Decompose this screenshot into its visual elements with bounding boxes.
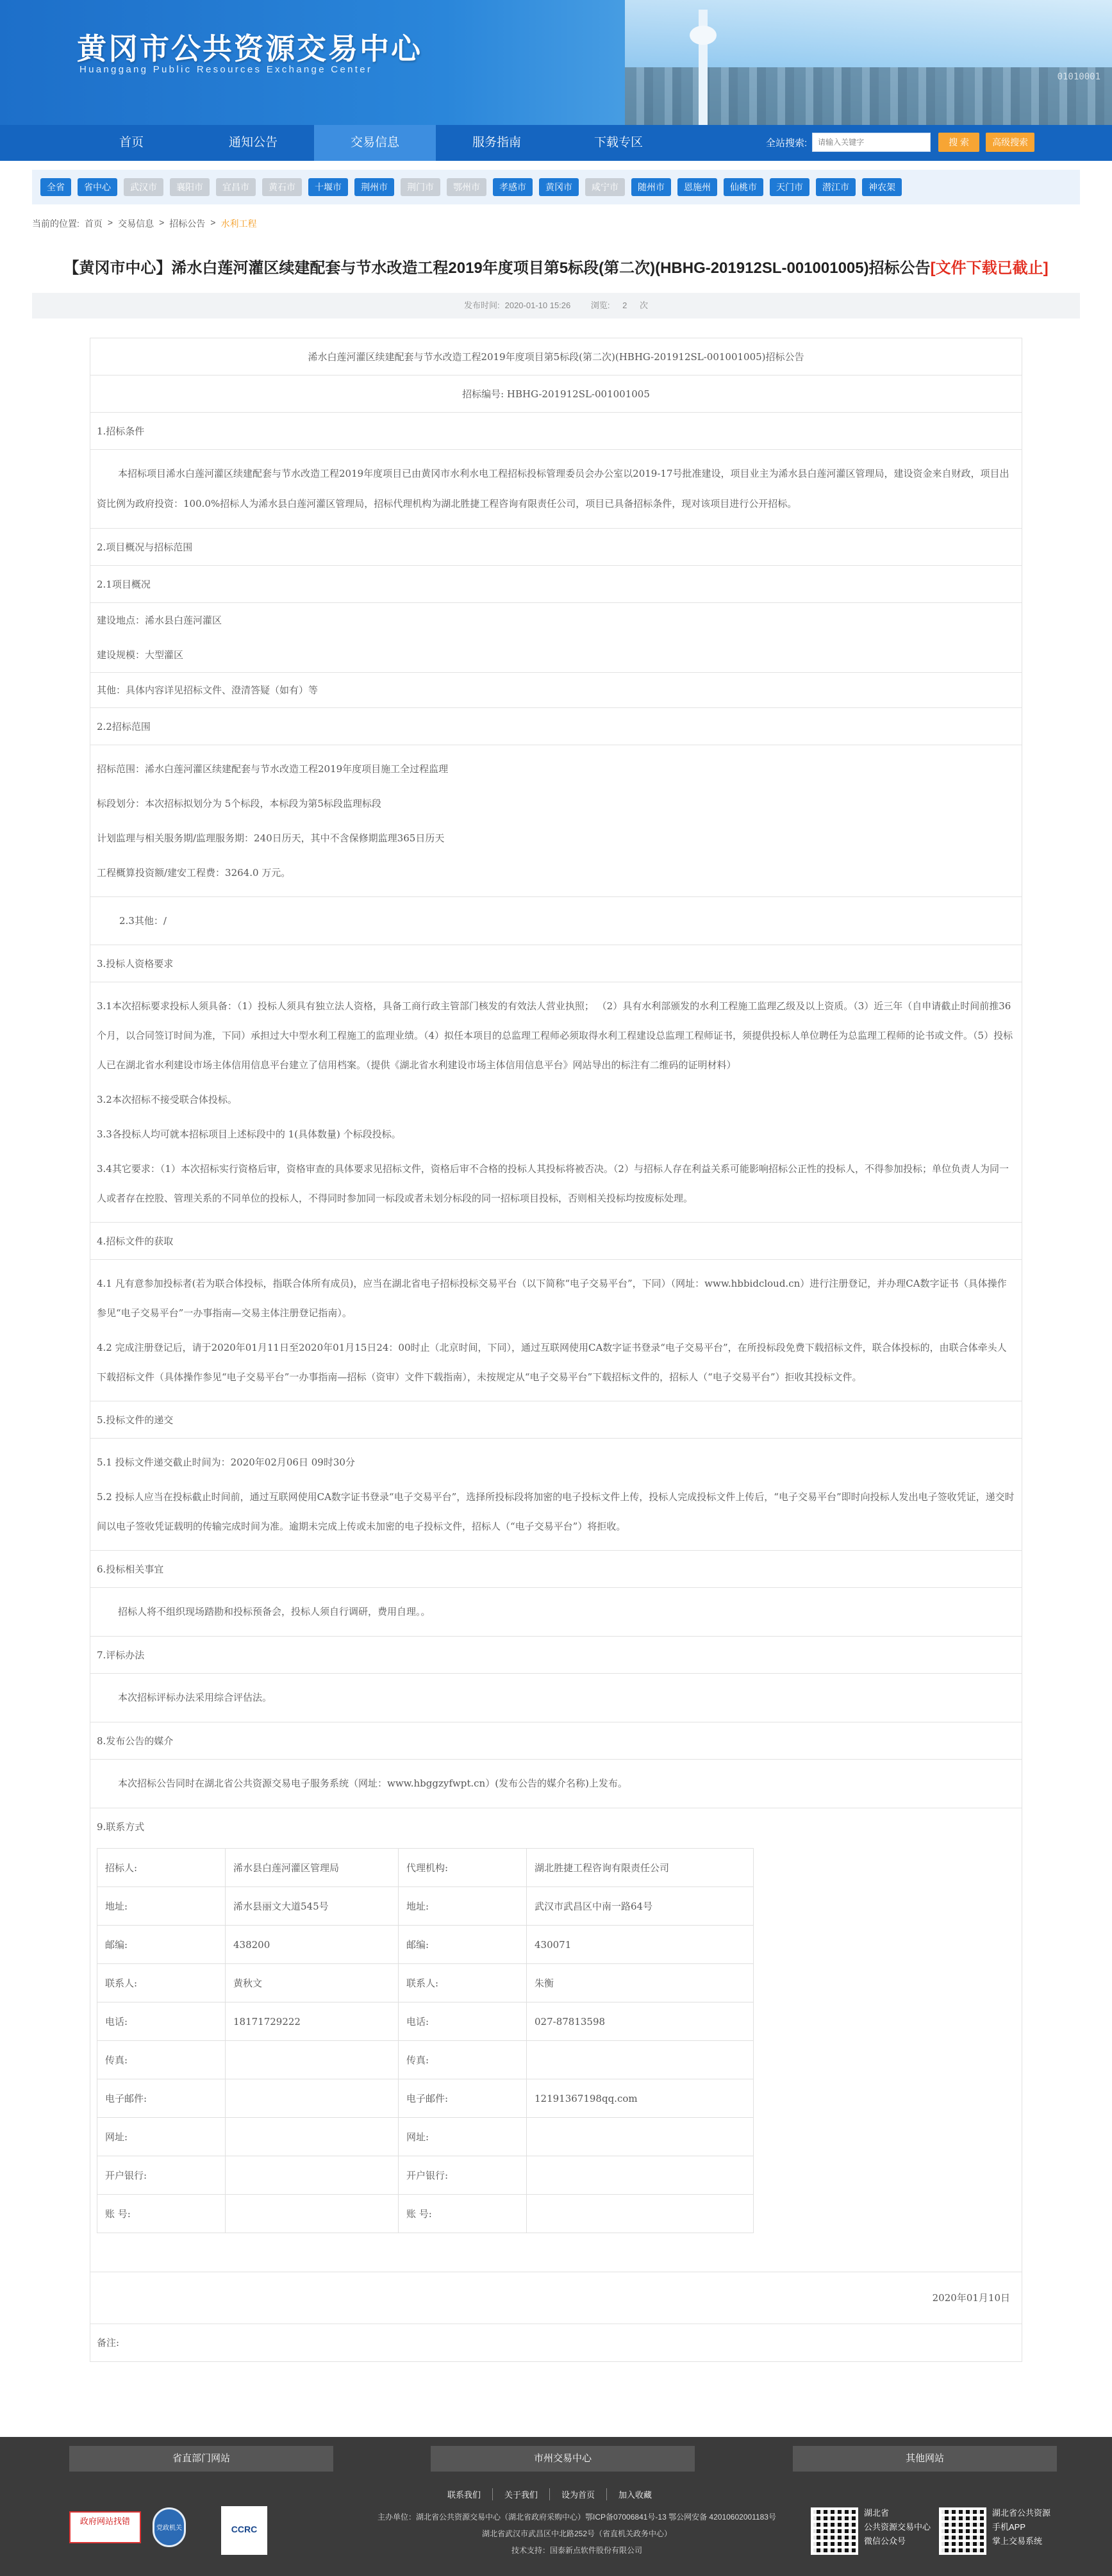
section-text: 4.1 凡有意参加投标者(若为联合体投标，指联合体所有成员)，应当在湖北省电子招标投标交易平台（以下简称“电子交易平台”，下同）（网址：www.hbbidcloud.cn）进行注册登记，并办理CA数字证书（具体操作参见“电子交易平台”一办事指南—交易主体注册登记指南）。	[97, 1278, 1007, 1319]
qr-label	[992, 2506, 1050, 2548]
contact-field-label: 联系人:	[399, 1964, 527, 2002]
section-heading: 1.招标条件	[90, 413, 1022, 450]
contact-field-value: 浠水县丽文大道545号	[226, 1887, 399, 1926]
contact-field-value: 438200	[226, 1926, 399, 1964]
views-label: 浏览:	[590, 301, 610, 310]
publish-time: 2020-01-10 15:26	[504, 301, 571, 310]
footer-contact-link[interactable]: 联系我们	[436, 2488, 493, 2500]
region-tab[interactable]: 省中心	[78, 178, 117, 196]
region-tab[interactable]: 仙桃市	[724, 178, 763, 196]
contact-row	[97, 1926, 754, 1964]
nav-list	[71, 125, 679, 161]
region-tab[interactable]: 神农架	[862, 178, 902, 196]
nav-item-0[interactable]: 首页	[119, 136, 144, 149]
region-tab[interactable]: 鄂州市	[447, 178, 486, 196]
contact-field-label: 开户银行:	[97, 2156, 226, 2195]
footer	[0, 2437, 1112, 2576]
section-heading: 2.2招标范围	[90, 708, 1022, 745]
section-text: 3.1本次招标要求投标人须具备：（1）投标人须具有独立法人资格，具备工商行政主管部门核发的有效法人营业执照； （2）具有水利部颁发的水利工程施工监理乙级及以上资质。（3）近三年（自申请截止时间前推36个月，以合同签订时间为准，下同）承担过大中型水利工程施工的监理业绩。（4）拟任本项目的总监理工程师必须取得水利工程建设总监理工程师证书，须提供投标人单位聘任为总监理工程师的论书或文件。（5）投标人已在湖北省水利建设市场主体信用信息平台建立了信用档案。（提供《湖北省水利建设市场主体信用信息平台》网站导出的标注有二维码的证明材料）	[97, 1000, 1013, 1071]
section-text: 本次招标公告同时在湖北省公共资源交易电子服务系统（网址：www.hbggzyfwpt.cn）(发布公告的媒介名称)上发布。	[90, 1760, 1022, 1808]
section-text: 招标范围：浠水白莲河灌区续建配套与节水改造工程2019年度项目施工全过程监理	[97, 763, 449, 775]
section-text: 3.4其它要求：（1）本次招标实行资格后审，资格审查的具体要求见招标文件，资格后审不合格的投标人其投标将被否决。（2）与招标人存在利益关系可能影响招标公正性的投标人，不得参加投标；单位负责人为同一人或者存在控股、管理关系的不同单位的投标人，不得同时参加同一标段或者未划分标段的同一招标项目投标，否则相关投标均按废标处理。	[90, 1152, 1022, 1223]
contact-field-label: 网址:	[97, 2118, 226, 2156]
banner-binary-decoration: 01010001	[1057, 72, 1100, 82]
contact-field-label: 网址:	[399, 2118, 527, 2156]
footer-link-city-centers[interactable]: 市州交易中心	[431, 2446, 695, 2472]
contact-row	[97, 1887, 754, 1926]
announcement-date: 2020年01月10日	[90, 2272, 1022, 2324]
footer-tech-support: 技术支持：国泰新点软件股份有限公司	[511, 2546, 642, 2555]
section-text: 3.3各投标人均可就本招标项目上述标段中的 1(具体数量) 个标段投标。	[97, 1128, 401, 1140]
contact-field-value: 12191367198qq.com	[527, 2079, 754, 2118]
publish-label: 发布时间:	[463, 301, 500, 310]
section-heading: 3.投标人资格要求	[90, 945, 1022, 982]
section-heading: 9.联系方式	[97, 1821, 145, 1833]
contact-field-value: 黄秋文	[226, 1964, 399, 2002]
breadcrumb-separator: >	[210, 217, 216, 227]
footer-homepage-link[interactable]: 设为首页	[550, 2488, 607, 2500]
region-filter-bar	[32, 170, 1080, 204]
nav-item-3[interactable]: 服务指南	[472, 136, 521, 149]
contact-field-label: 电话:	[97, 2002, 226, 2041]
footer-link-provincial[interactable]: 省直部门网站	[69, 2446, 333, 2472]
search-button[interactable]: 搜 索	[938, 133, 979, 152]
region-tab[interactable]: 天门市	[770, 178, 809, 196]
contact-row	[97, 2195, 754, 2233]
remark: 备注:	[97, 2337, 120, 2349]
header-banner	[0, 0, 1112, 125]
contact-field-value	[226, 2195, 399, 2233]
advanced-search-button[interactable]: 高级搜索	[986, 133, 1034, 152]
download-closed-flag: [文件下载已截止]	[930, 260, 1049, 277]
banner-tower-top	[690, 26, 717, 45]
section-heading: 7.评标办法	[90, 1637, 1022, 1674]
contact-field-value: 浠水县白莲河灌区管理局	[226, 1849, 399, 1887]
contact-field-value	[226, 2041, 399, 2079]
section-text: 5.1 投标文件递交截止时间为：2020年02月06日 09时30分	[97, 1457, 355, 1468]
contact-field-value: 430071	[527, 1926, 754, 1964]
region-tab[interactable]: 十堰市	[308, 178, 348, 196]
contact-field-label: 地址:	[399, 1887, 527, 1926]
region-tab[interactable]: 武汉市	[124, 178, 163, 196]
contact-table	[97, 1848, 754, 2233]
breadcrumb-link[interactable]: 交易信息	[118, 219, 154, 229]
views-unit: 次	[640, 301, 649, 310]
contact-field-value: 18171729222	[226, 2002, 399, 2041]
contact-field-value: 朱衡	[527, 1964, 754, 2002]
breadcrumb-prefix: 当前的位置:	[32, 219, 79, 229]
region-tab[interactable]: 全省	[40, 178, 71, 196]
section-text: 3.2本次招标不接受联合体投标。	[97, 1094, 237, 1105]
nav-item-1[interactable]: 通知公告	[228, 136, 278, 149]
nav-item-4[interactable]: 下载专区	[593, 136, 643, 149]
region-tab[interactable]: 宜昌市	[216, 178, 256, 196]
article-meta	[32, 293, 1080, 318]
contact-field-value: 027-87813598	[527, 2002, 754, 2041]
breadcrumb-separator: >	[107, 217, 113, 227]
section-heading: 5.投标文件的递交	[90, 1401, 1022, 1439]
contact-row	[97, 1964, 754, 2002]
breadcrumb-link[interactable]: 招标公告	[169, 219, 206, 229]
contact-field-label: 联系人:	[97, 1964, 226, 2002]
breadcrumb-link[interactable]: 首页	[84, 219, 103, 229]
doc-number: 招标编号: HBHG-201912SL-001001005	[90, 376, 1022, 413]
section-text: 标段划分：本次招标拟划分为 5个标段，本标段为第5标段监理标段	[97, 798, 381, 809]
footer-about-link[interactable]: 关于我们	[493, 2488, 550, 2500]
contact-field-label: 代理机构:	[399, 1849, 527, 1887]
contact-field-value: 湖北胜捷工程咨询有限责任公司	[527, 1849, 754, 1887]
contact-field-value	[527, 2118, 754, 2156]
contact-field-label: 电子邮件:	[399, 2079, 527, 2118]
region-tab[interactable]: 恩施州	[677, 178, 717, 196]
region-tab[interactable]: 黄冈市	[539, 178, 579, 196]
main-nav	[0, 125, 1112, 161]
region-tab[interactable]: 随州市	[631, 178, 671, 196]
contact-row	[97, 2118, 754, 2156]
ccrc-badge[interactable]: CCRC	[221, 2506, 267, 2555]
search-label: 全站搜索:	[766, 137, 808, 149]
contact-field-value: 武汉市武昌区中南一路64号	[527, 1887, 754, 1926]
site-logo-english: Huanggang Public Resources Exchange Center	[79, 64, 373, 75]
contact-field-value	[527, 2041, 754, 2079]
section-text: 其他：具体内容详见招标文件、澄清答疑（如有）等	[90, 673, 1022, 708]
section-heading: 4.招标文件的获取	[90, 1223, 1022, 1260]
section-text: 招标人将不组织现场踏勘和投标预备会，投标人须自行调研，费用自理。。	[90, 1588, 1022, 1637]
wechat-qr-code	[811, 2507, 858, 2555]
contact-row	[97, 2079, 754, 2118]
breadcrumb-separator: >	[159, 217, 165, 227]
page-title-text: 【黄冈市中心】浠水白莲河灌区续建配套与节水改造工程2019年度项目第5标段(第二次)(HBHG-201912SL-001001005)招标公告	[63, 260, 931, 277]
footer-sponsor: 主办单位：湖北省公共资源交易中心（湖北省政府采购中心）鄂ICP备07006841号-13 鄂公网安备 42010602001183号	[378, 2513, 776, 2522]
contact-field-label: 账 号:	[97, 2195, 226, 2233]
qr-label-line: 湖北省公共资源	[992, 2508, 1051, 2518]
region-tab[interactable]: 荆门市	[401, 178, 440, 196]
section-heading: 2.项目概况与招标范围	[90, 529, 1022, 566]
footer-link-other[interactable]: 其他网站	[793, 2446, 1057, 2472]
site-logo[interactable]: 黄冈市公共资源交易中心	[77, 32, 422, 65]
nav-item-2[interactable]: 交易信息	[314, 125, 436, 161]
contact-field-label: 电子邮件:	[97, 2079, 226, 2118]
section-heading: 2.1项目概况	[90, 566, 1022, 603]
contact-field-label: 招标人:	[97, 1849, 226, 1887]
contact-field-label: 电话:	[399, 2002, 527, 2041]
section-heading: 6.投标相关事宜	[90, 1551, 1022, 1588]
qr-label	[864, 2506, 931, 2548]
contact-field-label: 账 号:	[399, 2195, 527, 2233]
breadcrumb	[32, 217, 1080, 230]
region-tab[interactable]: 孝感市	[493, 178, 533, 196]
section-text: 建设地点：浠水县白莲河灌区	[97, 615, 222, 626]
section-text: 本招标项目浠水白莲河灌区续建配套与节水改造工程2019年度项目已由黄冈市水利水电工程招标投标管理委员会办公室以2019-17号批准建设，项目业主为浠水县白莲河灌区管理局，建设资金来自财政，项目出资比例为政府投资：100.0%招标人为浠水县白莲河灌区管理局，招标代理机构为湖北胜捷工程咨询有限责任公司，项目已具备招标条件，现对该项目进行公开招标。	[90, 450, 1022, 529]
section-text: 4.2 完成注册登记后，请于2020年01月11日至2020年01月15日24：00时止（北京时间，下同），通过互联网使用CA数字证书登录“电子交易平台”，在所投标段免费下载招标文件，联合体投标的，由联合体牵头人下载招标文件（具体操作参见“电子交易平台”一办事指南—招标（资审）文件下载指南），未按规定从“电子交易平台”下载招标文件的，招标人（“电子交易平台”）拒收其投标文件。	[90, 1330, 1022, 1401]
contact-row	[97, 2156, 754, 2195]
qr-label-line: 手机APP	[992, 2522, 1026, 2532]
contact-field-label: 开户银行:	[399, 2156, 527, 2195]
contact-row	[97, 1849, 754, 1887]
breadcrumb-current[interactable]: 水利工程	[220, 219, 257, 229]
contact-field-label: 邮编:	[97, 1926, 226, 1964]
site-search	[766, 133, 1034, 152]
contact-field-label: 传真:	[399, 2041, 527, 2079]
views-count: 2	[622, 301, 627, 310]
announcement-content	[90, 338, 1022, 2362]
party-gov-badge[interactable]: 党政机关	[153, 2507, 186, 2547]
contact-field-value	[226, 2156, 399, 2195]
qr-label-line: 湖北省	[864, 2508, 890, 2518]
section-text: 2.3其他：/	[90, 897, 1022, 945]
section-text: 5.2 投标人应当在投标截止时间前，通过互联网使用CA数字证书登录“电子交易平台”，选择所投标段将加密的电子投标文件上传，投标人完成投标文件上传后，“电子交易平台”即时向投标人发出电子签收凭证，递交时间以电子签收凭证载明的传输完成时间为准。逾期未完成上传或未加密的电子投标文件，招标人（“电子交易平台”）将拒收。	[90, 1480, 1022, 1551]
contact-field-label: 邮编:	[399, 1926, 527, 1964]
doc-title: 浠水白莲河灌区续建配套与节水改造工程2019年度项目第5标段(第二次)(HBHG-201912SL-001001005)招标公告	[90, 338, 1022, 376]
region-tab[interactable]: 襄阳市	[170, 178, 210, 196]
footer-address: 湖北省武汉市武昌区中北路252号（省直机关政务中心）	[481, 2529, 672, 2538]
contact-row	[97, 2041, 754, 2079]
contact-field-label: 地址:	[97, 1887, 226, 1926]
qr-label-line: 掌上交易系统	[992, 2536, 1043, 2546]
page-title	[32, 256, 1080, 281]
contact-field-value	[226, 2079, 399, 2118]
contact-field-value	[527, 2195, 754, 2233]
qr-label-line: 微信公众号	[864, 2536, 906, 2546]
contact-field-value	[527, 2156, 754, 2195]
section-heading: 8.发布公告的媒介	[90, 1722, 1022, 1760]
app-qr-code	[939, 2507, 986, 2555]
footer-favorite-link[interactable]: 加入收藏	[618, 2490, 652, 2500]
gov-site-error-badge[interactable]: 政府网站找错	[69, 2511, 141, 2543]
region-tab[interactable]: 咸宁市	[585, 178, 625, 196]
qr-label-line: 公共资源交易中心	[864, 2522, 931, 2532]
region-tab[interactable]: 荆州市	[354, 178, 394, 196]
region-tab[interactable]: 潜江市	[816, 178, 856, 196]
section-text: 本次招标评标办法采用综合评估法。	[90, 1674, 1022, 1722]
contact-field-label: 传真:	[97, 2041, 226, 2079]
section-text: 计划监理与相关服务期/监理服务期：240日历天，其中不含保修期监理365日历天	[97, 832, 445, 844]
region-tab[interactable]: 黄石市	[262, 178, 302, 196]
section-text: 建设规模：大型灌区	[90, 638, 1022, 673]
section-text: 工程概算投资额/建安工程费：3264.0 万元。	[90, 855, 1022, 897]
footer-nav	[436, 2488, 663, 2500]
search-input[interactable]	[812, 133, 931, 152]
contact-row	[97, 2002, 754, 2041]
contact-field-value	[226, 2118, 399, 2156]
banner-city-skyline	[625, 67, 1112, 125]
